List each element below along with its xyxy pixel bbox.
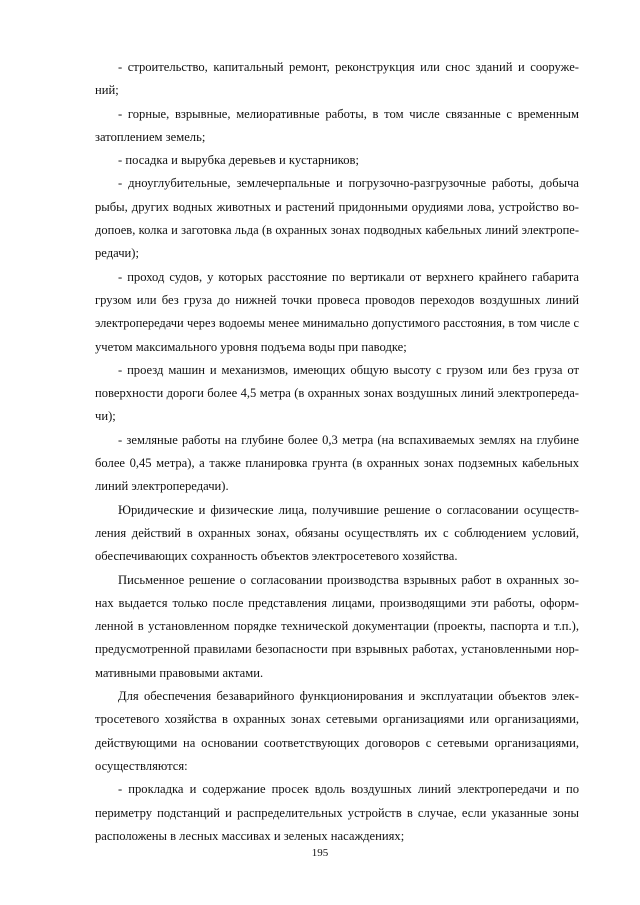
text-line: - горные, взрывные, мелиоративные работы, в том числе связанные с временным [118, 106, 579, 121]
text-line: - строительство, капитальный ремонт, реконструкция или снос зданий и сооруже- [118, 60, 579, 74]
paragraph-earthworks [95, 429, 579, 499]
page-number: 195 [311, 847, 329, 859]
text-line: - посадка и вырубка деревьев и кустарников; [118, 153, 359, 168]
text-line: допоев, колка и заготовка льда (в охранных зонах подводных кабельных линий электропе- [95, 223, 579, 238]
text-line: грузом или без груза до нижней точки провеса проводов переходов воздушных линий [95, 292, 579, 307]
text-line: обеспечивающих сохранность объектов электросетевого хозяйства. [95, 549, 458, 564]
text-line: чи); [95, 409, 116, 424]
text-line: ний; [95, 83, 119, 98]
text-line: периметру подстанций и распределительных устройств в случае, если указанные зоны [95, 805, 579, 820]
paragraph-dredging [95, 172, 579, 265]
text-line: - земляные работы на глубине более 0,3 метра (на вспахиваемых землях на глубине [118, 432, 579, 447]
text-line: Письменное решение о согласовании производства взрывных работ в охранных зо- [118, 572, 579, 587]
text-line: ления действий в охранных зонах, обязаны осуществлять их с соблюдением условий, [95, 525, 579, 540]
paragraph-obligations [95, 499, 579, 569]
text-line: - проход судов, у которых расстояние по вертикали от верхнего крайнего габарита [118, 269, 579, 284]
text-line: - прокладка и содержание просек вдоль воздушных линий электропередачи и по [118, 782, 579, 797]
text-line: линий электропередачи). [95, 479, 229, 494]
text-line: затоплением земель; [95, 129, 206, 144]
paragraph-trees [95, 149, 579, 172]
text-line: ленной в установленном порядке технической документации (проекты, паспорта и т.п.), [95, 619, 579, 634]
paragraph-clearings [95, 778, 579, 848]
text-line: поверхности дороги более 4,5 метра (в охранных зонах воздушных линий электропереда- [95, 386, 579, 401]
text-line: Для обеспечения безаварийного функционирования и эксплуатации объектов элек- [118, 689, 579, 704]
text-line: редачи); [95, 246, 139, 261]
text-line: электропередачи через водоемы менее минимально допустимого расстояния, в том числе с [95, 316, 579, 331]
text-line: действующими на основании соответствующих договоров с сетевыми организациями, [95, 735, 579, 750]
text-line: - дноуглубительные, землечерпальные и погрузочно-разгрузочные работы, добыча [118, 176, 579, 191]
text-line: расположены в лесных массивах и зеленых насаждениях; [95, 828, 405, 843]
paragraph-mining [95, 103, 579, 150]
text-line: учетом максимального уровня подъема воды при паводке; [95, 339, 407, 354]
paragraph-construction [95, 56, 579, 103]
paragraph-blasting-permit [95, 569, 579, 685]
text-line: осуществляются: [95, 758, 188, 773]
text-line: нах выдается только после представления лицами, производящими эти работы, оформ- [95, 595, 579, 610]
text-line: мативными правовыми актами. [95, 665, 264, 680]
paragraph-ships [95, 266, 579, 359]
text-line: - проезд машин и механизмов, имеющих общую высоту с грузом или без груза от [118, 362, 579, 377]
paragraph-vehicles [95, 359, 579, 429]
text-line: тросетевого хозяйства в охранных зонах сетевыми организациями или организациями, [95, 712, 579, 727]
text-line: более 0,45 метра), а также планировка грунта (в охранных зонах подземных кабельных [95, 456, 579, 471]
text-line: рыбы, других водных животных и растений придонными орудиями лова, устройство во- [95, 199, 579, 214]
document-body [95, 56, 579, 848]
text-line: предусмотренной правилами безопасности при взрывных работах, установленными нор- [95, 642, 579, 657]
text-line: Юридические и физические лица, получившие решение о согласовании осуществ- [118, 502, 579, 517]
paragraph-maintenance [95, 685, 579, 778]
